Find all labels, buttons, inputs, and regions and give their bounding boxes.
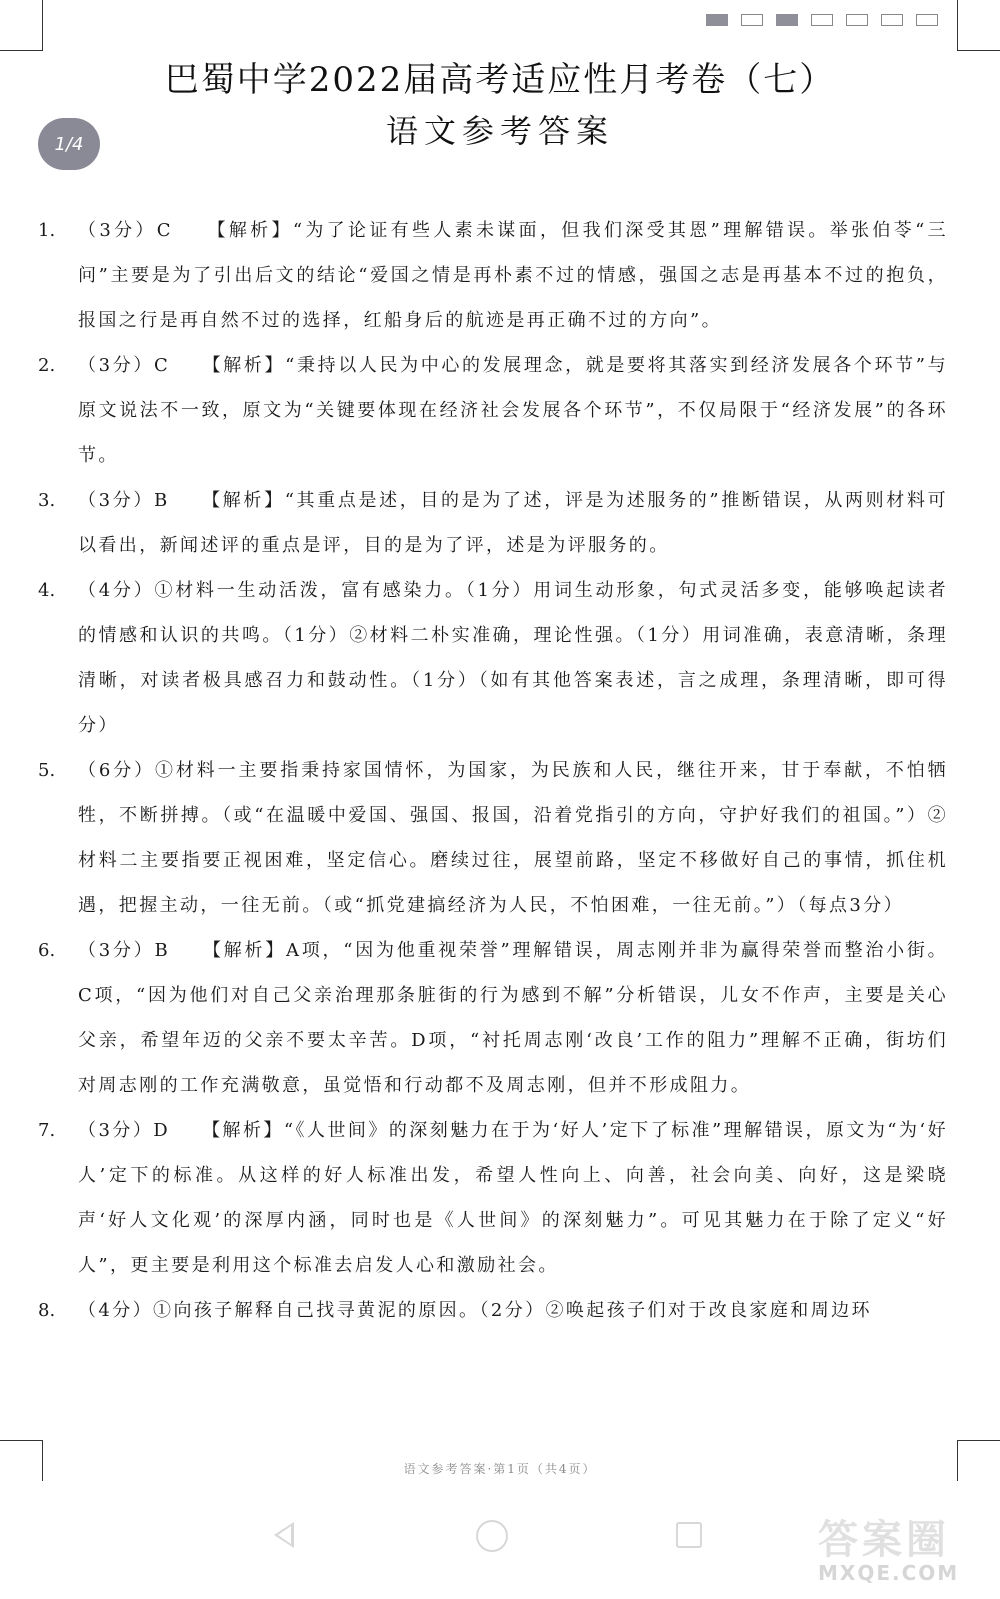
page-progress-indicator bbox=[706, 14, 938, 26]
home-circle-icon[interactable] bbox=[476, 1520, 508, 1552]
answer-text: （3分）C 【解析】“秉持以人民为中心的发展理念，就是要将其落实到经济发展各个环节”与原文说法不一致，原文为“关键要体现在经济社会发展各个环节”，不仅局限于“经济发展”的各环节。 bbox=[78, 355, 948, 466]
answer-item bbox=[38, 208, 948, 343]
answer-item bbox=[38, 1108, 948, 1288]
answer-number: 3. bbox=[38, 490, 56, 511]
answer-item bbox=[38, 478, 948, 568]
page-number-badge: 1/4 bbox=[38, 118, 100, 170]
answer-text: （4分）①向孩子解释自己找寻黄泥的原因。（2分）②唤起孩子们对于改良家庭和周边环 bbox=[78, 1300, 872, 1321]
answer-text: （3分）C 【解析】“为了论证有些人素未谋面，但我们深受其恩”理解错误。举张伯苓“三问”主要是为了引出后文的结论“爱国之情是再朴素不过的情感，强国之志是再基本不过的抱负，报国之行是再自然不过的选择，红船身后的航迹是再正确不过的方向”。 bbox=[78, 220, 948, 331]
answer-number: 4. bbox=[38, 580, 56, 601]
recent-apps-square-icon[interactable] bbox=[676, 1522, 702, 1548]
answer-number: 1. bbox=[38, 220, 56, 241]
watermark-url: MXQE.COM bbox=[818, 1561, 960, 1585]
answer-text: （3分）B 【解析】A项，“因为他重视荣誉”理解错误，周志刚并非为赢得荣誉而整治小街。C项，“因为他们对自己父亲治理那条脏街的行为感到不解”分析错误，儿女不作声，主要是关心父亲，希望年迈的父亲不要太辛苦。D项，“衬托周志刚‘改良’工作的阻力”理解不正确，街坊们对周志刚的工作充满敬意，虽觉悟和行动都不及周志刚，但并不形成阻力。 bbox=[78, 940, 948, 1096]
answer-item bbox=[38, 748, 948, 928]
answer-number: 6. bbox=[38, 940, 56, 961]
progress-segment bbox=[706, 14, 728, 26]
answer-item bbox=[38, 343, 948, 478]
answer-item bbox=[38, 928, 948, 1108]
answer-number: 2. bbox=[38, 355, 56, 376]
crop-mark-top-left bbox=[0, 0, 43, 51]
progress-segment bbox=[846, 14, 868, 26]
page-footer: 语文参考答案·第1页（共4页） bbox=[403, 1462, 597, 1476]
answer-list bbox=[38, 208, 948, 1333]
answer-number: 7. bbox=[38, 1120, 56, 1141]
answer-text: （3分）D 【解析】“《人世间》的深刻魅力在于为‘好人’定下了标准”理解错误，原文为“为‘好人’定下的标准。从这样的好人标准出发，希望人性向上、向善，社会向美、向好，这是梁晓声‘好人文化观’的深厚内涵，同时也是《人世间》的深刻魅力”。可见其魅力在于除了定义“好人”，更主要是利用这个标准去启发人心和激励社会。 bbox=[78, 1120, 948, 1276]
progress-segment bbox=[881, 14, 903, 26]
answer-item bbox=[38, 1288, 948, 1333]
progress-segment bbox=[776, 14, 798, 26]
document-subtitle: 语文参考答案 bbox=[385, 112, 614, 150]
watermark-logo bbox=[818, 1508, 978, 1588]
progress-segment bbox=[916, 14, 938, 26]
crop-mark-top-right bbox=[957, 0, 1000, 51]
answer-text: （3分）B 【解析】“其重点是述，目的是为了述，评是为述服务的”推断错误，从两则材料可以看出，新闻述评的重点是评，目的是为了评，述是为评服务的。 bbox=[78, 490, 948, 556]
answer-text: （4分）①材料一生动活泼，富有感染力。（1分）用词生动形象，句式灵活多变，能够唤起读者的情感和认识的共鸣。（1分）②材料二朴实准确，理论性强。（1分）用词准确，表意清晰，条理清晰，对读者极具感召力和鼓动性。（1分）（如有其他答案表述，言之成理，条理清晰，即可得分） bbox=[78, 580, 948, 736]
answer-number: 5. bbox=[38, 760, 56, 781]
progress-segment bbox=[741, 14, 763, 26]
watermark-mark: 答案圈 bbox=[818, 1517, 950, 1563]
back-triangle-icon[interactable] bbox=[274, 1522, 294, 1548]
document-title: 巴蜀中学2022届高考适应性月考卷（七） bbox=[164, 60, 836, 100]
answer-number: 8. bbox=[38, 1300, 56, 1321]
answer-item bbox=[38, 568, 948, 748]
progress-segment bbox=[811, 14, 833, 26]
answer-text: （6分）①材料一主要指秉持家国情怀，为国家，为民族和人民，继往开来，甘于奉献，不怕牺牲，不断拼搏。（或“在温暖中爱国、强国、报国，沿着党指引的方向，守护好我们的祖国。”）②材料二主要指要正视困难，坚定信心。磨续过往，展望前路，坚定不移做好自己的事情，抓住机遇，把握主动，一往无前。（或“抓党建搞经济为人民，不怕困难，一往无前。”）（每点3分） bbox=[78, 760, 948, 916]
